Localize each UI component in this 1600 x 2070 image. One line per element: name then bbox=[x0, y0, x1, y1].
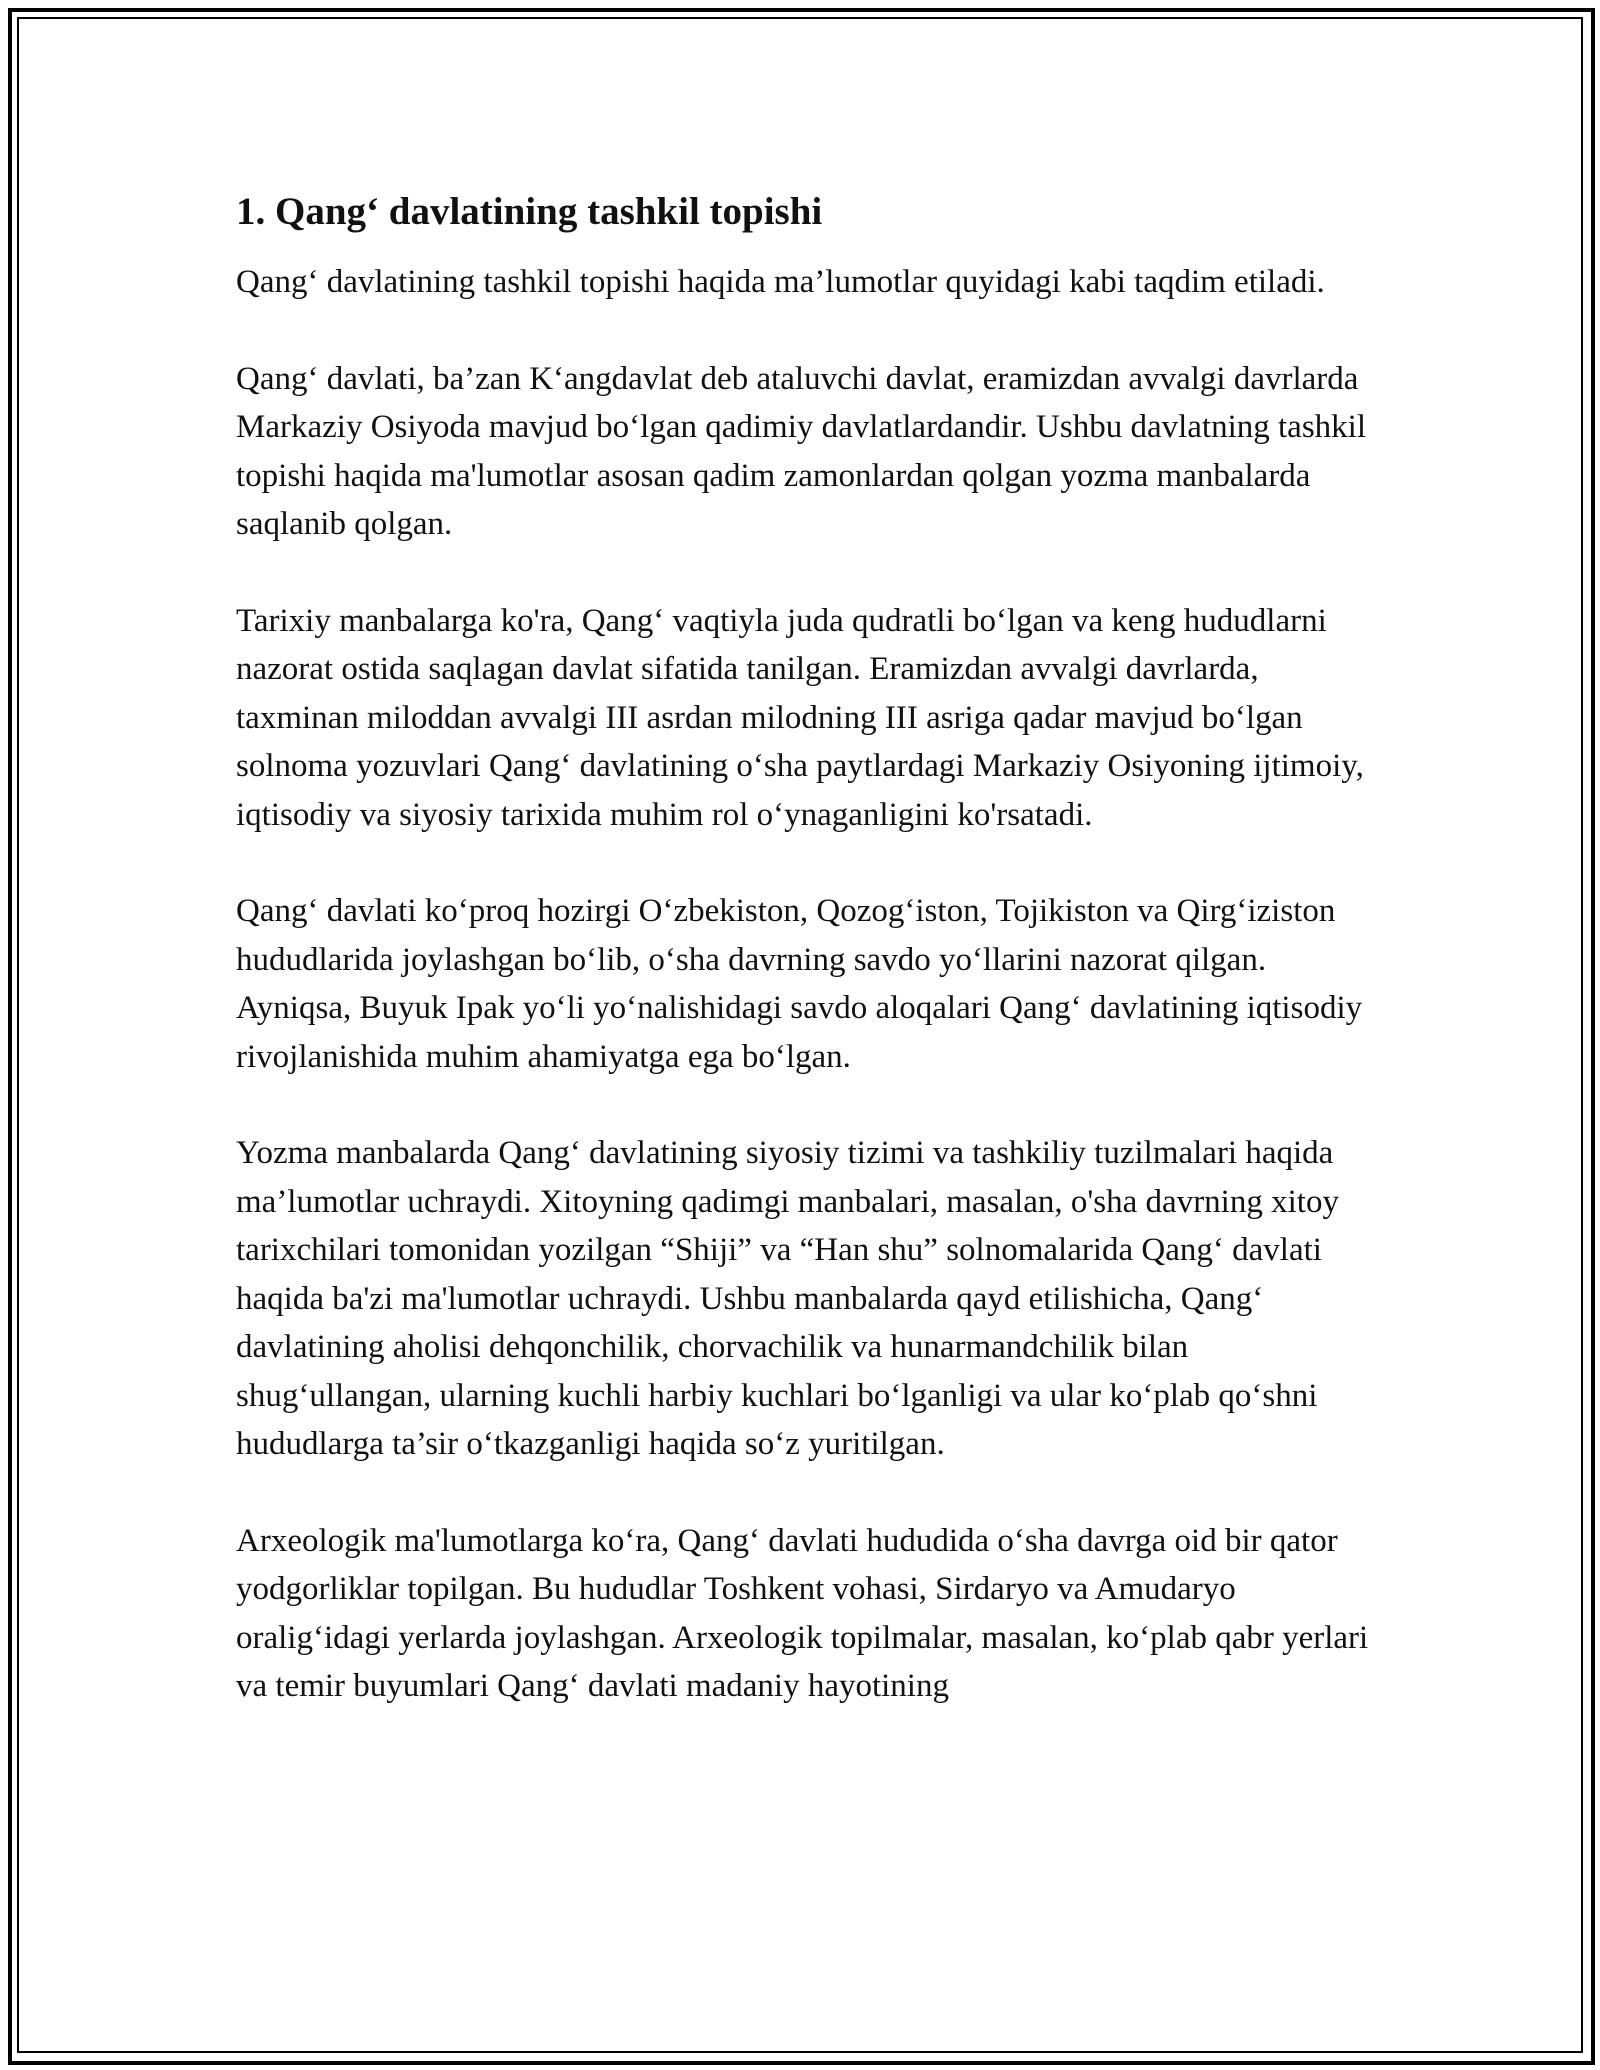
paragraph-overview: Qang‘ davlati, ba’zan K‘angdavlat deb ataluvchi davlat, eramizdan avvalgi davrlarda Markaziy Osiyoda mavjud bo‘lgan qadimiy davlatlardandir. Ushbu davlatning tashkil topishi haqida ma'lumotlar asosan qadim zamonlardan qolgan yozma manbalarda saqlanib qolgan. bbox=[236, 360, 1367, 542]
document-body bbox=[236, 186, 1376, 1759]
paragraph-written-sources: Yozma manbalarda Qang‘ davlatining siyosiy tizimi va tashkiliy tuzilmalari haqida ma’lumotlar uchraydi. Xitoyning qadimgi manbalari, masalan, o'sha davrning xitoy tarixchilari tomonidan yozilgan “Shiji” va “Han shu” solnomalarida Qang‘ davlati haqida ba'zi ma'lumotlar uchraydi. Ushbu manbalarda qayd etilishicha, Qang‘ davlatining aholisi dehqonchilik, chorvachilik va hunarmandchilik bilan shug‘ullangan, ularning kuchli harbiy kuchlari bo‘lganligi va ular ko‘plab qo‘shni hududlarga ta’sir o‘tkazganligi haqida so‘z yuritilgan. bbox=[236, 1135, 1339, 1462]
section-heading: 1. Qang‘ davlatining tashkil topishi bbox=[236, 190, 823, 233]
paragraph-intro: Qang‘ davlatining tashkil topishi haqida ma’lumotlar quyidagi kabi taqdim etiladi. bbox=[236, 264, 1325, 300]
paragraph-archaeology: Arxeologik ma'lumotlarga ko‘ra, Qang‘ davlati hududida o‘sha davrga oid bir qator yodgorliklar topilgan. Bu hududlar Toshkent vohasi, Sirdaryo va Amudaryo oralig‘idagi yerlarda joylashgan. Arxeologik topilmalar, masalan, ko‘plab qabr yerlari va temir buyumlari Qang‘ davlati madaniy hayotining bbox=[236, 1522, 1369, 1704]
paragraph-territory: Qang‘ davlati ko‘proq hozirgi O‘zbekiston, Qozog‘iston, Tojikiston va Qirg‘iziston hududlarida joylashgan bo‘lib, o‘sha davrning savdo yo‘llarini nazorat qilgan. Ayniqsa, Buyuk Ipak yo‘li yo‘nalishidagi savdo aloqalari Qang‘ davlatining iqtisodiy rivojlanishida muhim ahamiyatga ega bo‘lgan. bbox=[236, 893, 1363, 1075]
paragraph-historical-sources: Tarixiy manbalarga ko'ra, Qang‘ vaqtiyla juda qudratli bo‘lgan va keng hududlarni nazorat ostida saqlagan davlat sifatida tanilgan. Eramizdan avvalgi davrlarda, taxminan miloddan avvalgi III asrdan milodning III asriga qadar mavjud bo‘lgan solnoma yozuvlari Qang‘ davlatining o‘sha paytlardagi Markaziy Osiyoning ijtimoiy, iqtisodiy va siyosiy tarixida muhim rol o‘ynaganligini ko'rsatadi. bbox=[236, 602, 1364, 833]
